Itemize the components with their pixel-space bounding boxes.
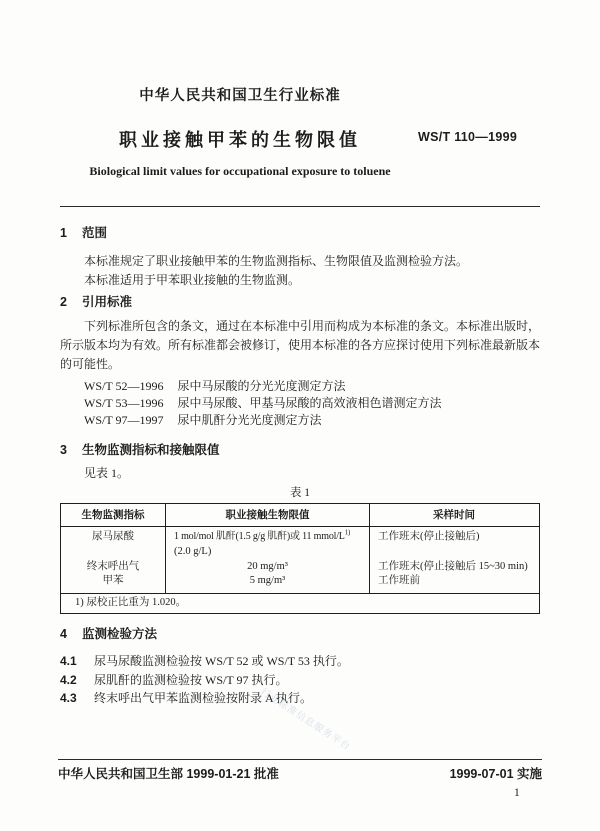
method-text: 尿马尿酸监测检验按 WS/T 52 或 WS/T 53 执行。 [94, 654, 349, 669]
scope-paragraph-1: 本标准规定了职业接触甲苯的生物监测指标、生物限值及监测检验方法。 [84, 254, 469, 268]
reference-title: 尿中马尿酸的分光光度测定方法 [177, 379, 346, 393]
section-title: 引用标准 [82, 295, 133, 309]
reference-code: WS/T 97—1997 [84, 413, 164, 427]
method-item [60, 689, 540, 708]
header-rule [60, 206, 540, 207]
approval-text: 中华人民共和国卫生部 1999-01-21 批准 [58, 767, 279, 781]
table-cell: 工作班末(停止接触后) [378, 531, 480, 542]
watermark-text: 行业标准信息服务平台 [258, 687, 352, 753]
section-heading-methods [60, 627, 540, 642]
method-item [60, 652, 540, 671]
footnote-marker: 1) [344, 528, 351, 537]
table-body [61, 527, 539, 593]
table-cell: 工作班末(停止接触后 15~30 min) [378, 560, 528, 572]
title-row [60, 129, 540, 152]
reference-item [84, 412, 540, 429]
table-cell-empty [370, 545, 538, 560]
reference-list [60, 378, 540, 429]
section-title: 范围 [82, 226, 108, 240]
page-number: 1 [514, 787, 520, 799]
section-title: 生物监测指标和接触限值 [82, 443, 220, 457]
implementation-text: 1999-07-01 实施 [449, 767, 542, 781]
table-header-limit: 职业接触生物限值 [165, 504, 369, 526]
method-number: 4.3 [60, 691, 77, 706]
document-title: 职业接触甲苯的生物限值 [119, 130, 361, 150]
reference-code: WS/T 53—1996 [84, 396, 164, 410]
table-cell: (2.0 g/L) [174, 545, 212, 557]
method-number: 4.2 [60, 672, 77, 687]
reference-code: WS/T 52—1996 [84, 379, 164, 393]
table-col-limit [165, 527, 369, 593]
method-list [60, 652, 540, 708]
method-item [60, 671, 540, 690]
scope-paragraph-2: 本标准适用于甲苯职业接触的生物监测。 [84, 273, 301, 287]
table-header-indicator: 生物监测指标 [81, 509, 145, 521]
table-cell-empty [61, 545, 165, 560]
limit-value: 1 mol/mol 肌酐(1.5 g/g 肌酐)或 11 mmol/L [174, 531, 345, 542]
table-cell: 5 mg/m³ [249, 575, 286, 587]
section-title: 监测检验方法 [82, 627, 158, 642]
table-cell [166, 530, 369, 545]
see-table-note: 见表 1。 [84, 466, 130, 480]
table-cell: 终末呼出气 [86, 560, 140, 572]
table-cell: 20 mg/m³ [247, 560, 288, 572]
table-header-row [61, 504, 539, 527]
standard-code: WS/T 110—1999 [418, 130, 518, 144]
table-cell: 工作班前 [378, 575, 420, 587]
table-cell: 甲苯 [102, 575, 124, 587]
references-intro: 下列标准所包含的条文，通过在本标准中引用而构成为本标准的条文。本标准出版时，所示版本均为有效。所有标准都会被修订，使用本标准的各方应探讨使用下列标准最新版本的可能性。 [60, 319, 541, 371]
table-header-sampling: 采样时间 [369, 504, 538, 526]
method-number: 4.1 [60, 654, 77, 669]
table-col-sampling [369, 527, 538, 593]
section-heading-scope [60, 226, 540, 241]
section-number: 2 [60, 295, 67, 309]
reference-item [84, 395, 540, 412]
table-caption: 表 1 [289, 487, 311, 499]
english-subtitle: Biological limit values for occupational exposure to toluene [89, 164, 391, 178]
reference-item [84, 378, 540, 395]
section-number: 1 [60, 226, 67, 240]
page-footer [58, 759, 542, 782]
limits-table [60, 503, 540, 614]
scope-paragraphs [60, 252, 540, 290]
section-number: 3 [60, 443, 67, 457]
section-number: 4 [60, 627, 67, 642]
method-text: 尿肌酐的监测检验按 WS/T 97 执行。 [94, 672, 288, 687]
table-col-indicator [61, 527, 165, 593]
reference-title: 尿中肌酐分光光度测定方法 [177, 413, 322, 427]
table-cell: 尿马尿酸 [92, 531, 134, 542]
method-text: 终末呼出气甲苯监测检验按附录 A 执行。 [94, 691, 313, 706]
standard-type-heading: 中华人民共和国卫生行业标准 [139, 88, 341, 104]
reference-title: 尿中马尿酸、甲基马尿酸的高效液相色谱测定方法 [177, 396, 442, 410]
table-footnote: 1) 尿校正比重为 1.020。 [61, 593, 539, 613]
section-heading-references [60, 295, 540, 310]
section-heading-indicators [60, 443, 540, 458]
